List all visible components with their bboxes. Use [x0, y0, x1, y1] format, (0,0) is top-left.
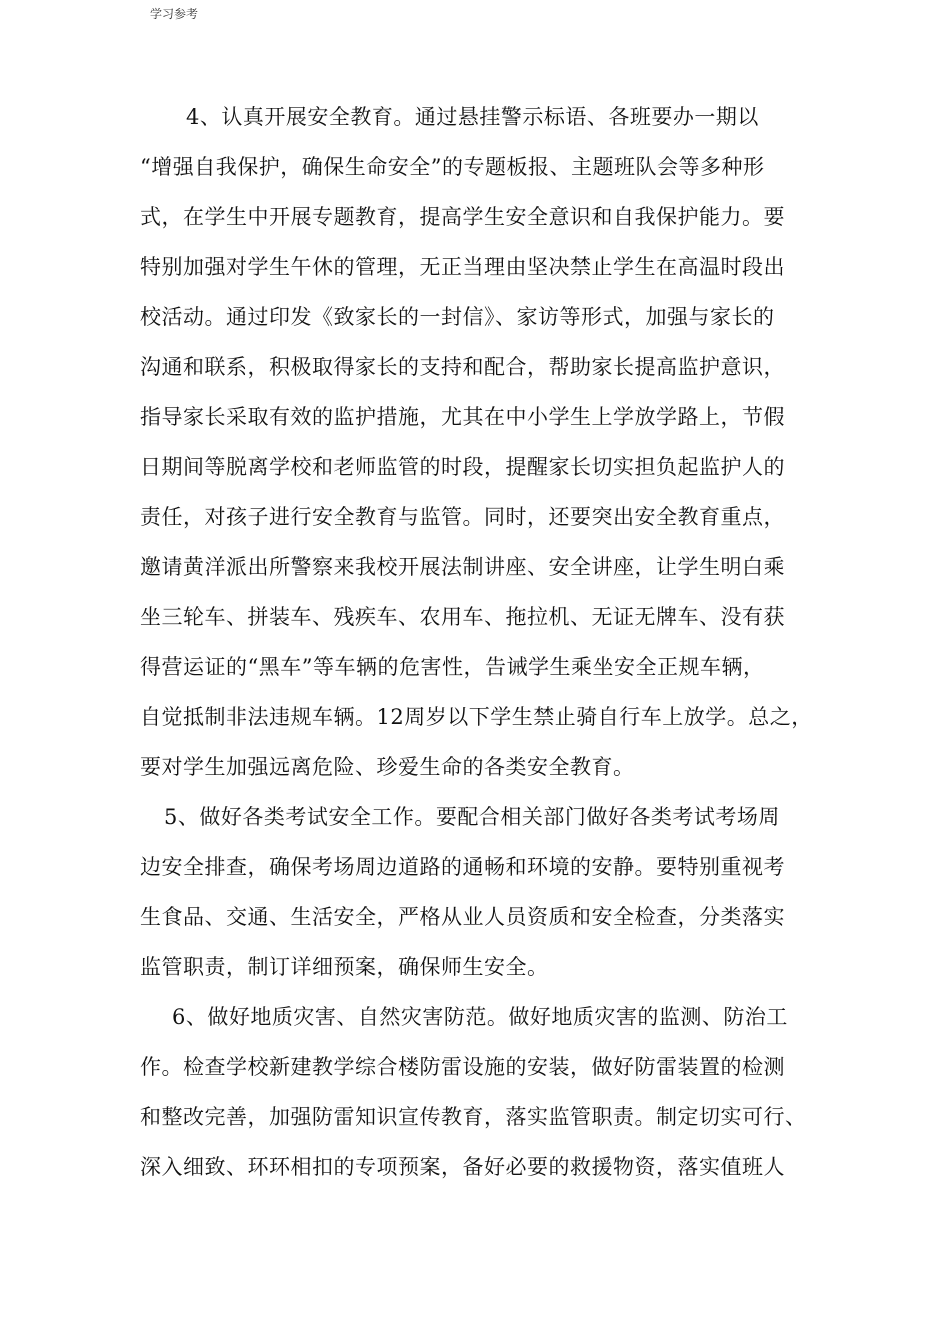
text-line: 边安全排查，确保考场周边道路的通畅和环境的安静。要特别重视考 — [140, 855, 785, 879]
text-line: “增强自我保护，确保生命安全”的专题板报、主题班队会等多种形 — [140, 155, 765, 179]
paragraph-safety-education — [140, 92, 840, 792]
text-line: 指导家长采取有效的监护措施，尤其在中小学生上学放学路上，节假 — [140, 405, 785, 429]
text-line: 监管职责，制订详细预案，确保师生安全。 — [140, 955, 549, 979]
text-line: 4、认真开展安全教育。通过悬挂警示标语、各班要办一期以 — [186, 105, 759, 129]
text-line: 式，在学生中开展专题教育，提高学生安全意识和自我保护能力。要 — [140, 205, 785, 229]
text-line: 坐三轮车、拼装车、残疾车、农用车、拖拉机、无证无牌车、没有获 — [140, 605, 785, 629]
text-line: 校活动。通过印发《致家长的一封信》、家访等形式，加强与家长的 — [140, 305, 775, 329]
text-line: 5、做好各类考试安全工作。要配合相关部门做好各类考试考场周 — [164, 805, 780, 829]
text-line: 深入细致、环环相扣的专项预案，备好必要的救援物资，落实值班人 — [140, 1155, 785, 1179]
paragraph-exam-safety — [140, 792, 840, 992]
text-line: 沟通和联系，积极取得家长的支持和配合，帮助家长提高监护意识， — [140, 355, 785, 379]
header-note: 学习参考 — [150, 7, 199, 21]
paragraph-disaster-prevention — [140, 992, 840, 1192]
text-line: 作。检查学校新建教学综合楼防雷设施的安装，做好防雷装置的检测 — [140, 1055, 785, 1079]
text-line: 责任，对孩子进行安全教育与监管。同时，还要突出安全教育重点， — [140, 505, 785, 529]
text-line: 和整改完善，加强防雷知识宣传教育，落实监管职责。制定切实可行、 — [140, 1105, 807, 1129]
text-line: 自觉抵制非法违规车辆。12周岁以下学生禁止骑自行车上放学。总之， — [140, 705, 813, 729]
document-body — [140, 92, 840, 1192]
text-line: 6、做好地质灾害、自然灾害防范。做好地质灾害的监测、防治工 — [172, 1005, 788, 1029]
text-line: 得营运证的“黑车”等车辆的危害性，告诫学生乘坐安全正规车辆， — [140, 655, 765, 679]
text-line: 特别加强对学生午休的管理，无正当理由坚决禁止学生在高温时段出 — [140, 255, 785, 279]
text-line: 日期间等脱离学校和老师监管的时段，提醒家长切实担负起监护人的 — [140, 455, 785, 479]
text-line: 生食品、交通、生活安全，严格从业人员资质和安全检查，分类落实 — [140, 905, 785, 929]
text-line: 邀请黄洋派出所警察来我校开展法制讲座、安全讲座，让学生明白乘 — [140, 555, 785, 579]
text-line: 要对学生加强远离危险、珍爱生命的各类安全教育。 — [140, 755, 635, 779]
